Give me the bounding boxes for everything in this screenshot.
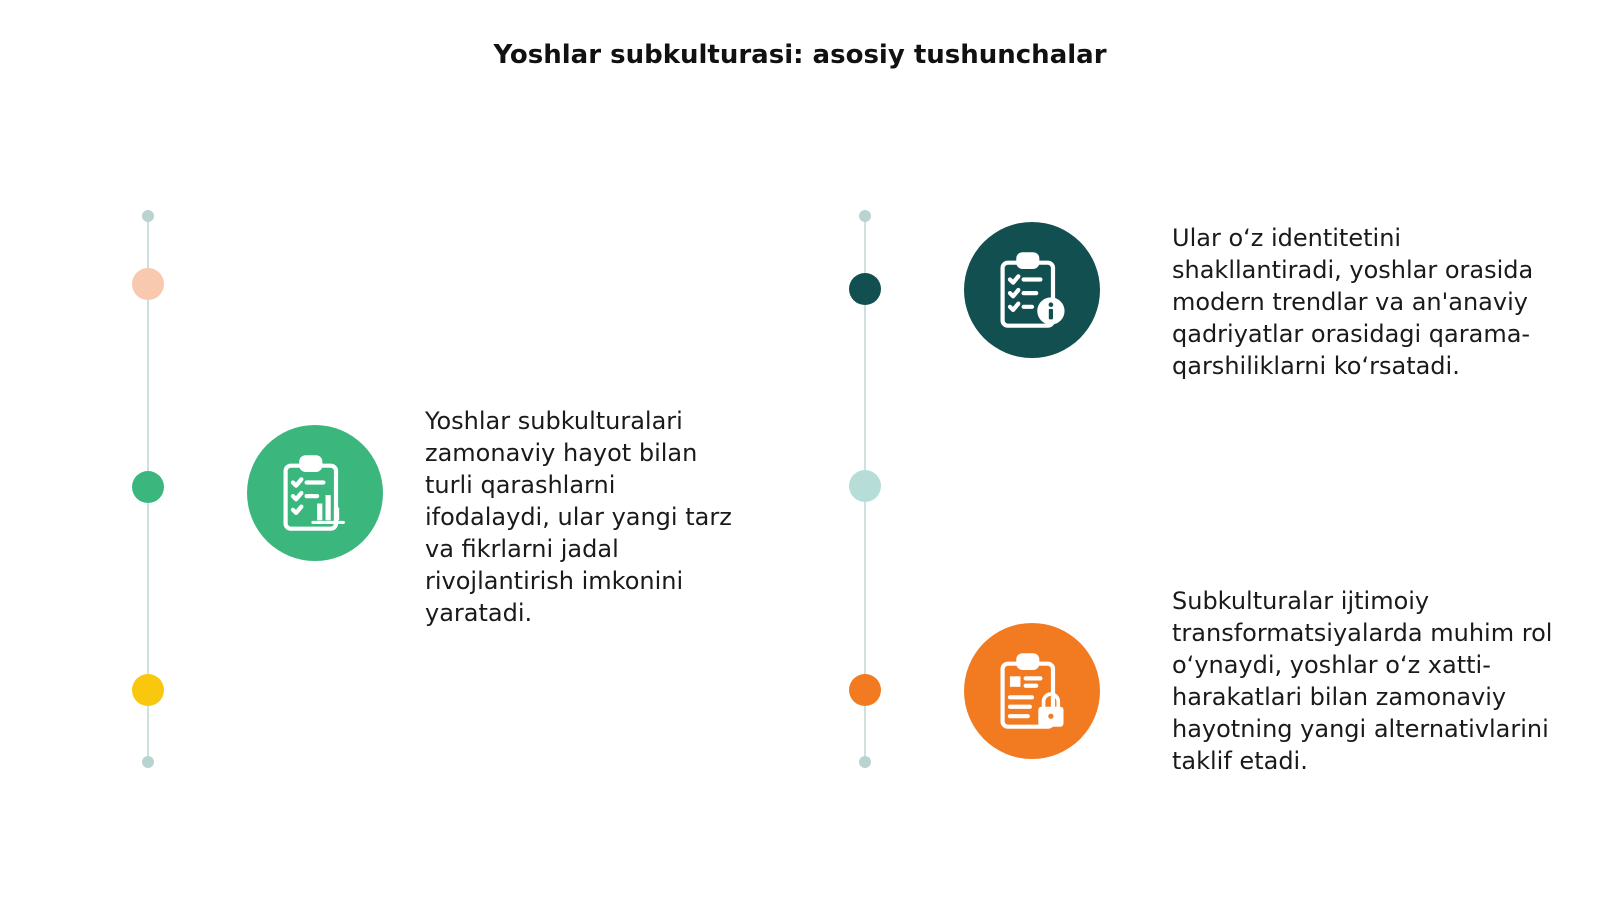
clipboard-info-badge (964, 222, 1100, 358)
timeline-node-orange (849, 674, 881, 706)
timeline-node-dark-teal (849, 273, 881, 305)
timeline-node-green (132, 471, 164, 503)
item-2-text: Ular o‘z identitetini shakllantiradi, yoshlar orasida modern trendlar va an'anaviy qadriyatlar orasidagi qarama-qarshiliklarni ko‘rsatadi. (1172, 224, 1534, 380)
page-title: Yoshlar subkulturasi: asosiy tushunchalar (493, 40, 1107, 70)
clipboard-lock-icon (990, 649, 1074, 733)
clipboard-info-icon (990, 248, 1074, 332)
right-timeline (858, 216, 872, 762)
left-timeline (141, 216, 155, 762)
timeline-end-dot (859, 756, 871, 768)
item-3-text: Subkulturalar ijtimoiy transformatsiyalarda muhim rol o‘ynaydi, yoshlar o‘z xatti-harakatlari bilan zamonaviy hayotning yangi alternativlarini taklif etadi. (1172, 587, 1553, 775)
timeline-start-dot (859, 210, 871, 222)
timeline-node-yellow (132, 674, 164, 706)
clipboard-chart-badge (247, 425, 383, 561)
clipboard-chart-icon (273, 451, 357, 535)
timeline-start-dot (142, 210, 154, 222)
item-1-text: Yoshlar subkulturalari zamonaviy hayot bilan turli qarashlarni ifodalaydi, ular yangi tarz va fikrlarni jadal rivojlantirish imkonini yaratadi. (425, 407, 732, 627)
timeline-node-peach (132, 268, 164, 300)
timeline-end-dot (142, 756, 154, 768)
clipboard-lock-badge (964, 623, 1100, 759)
timeline-node-light-teal (849, 470, 881, 502)
